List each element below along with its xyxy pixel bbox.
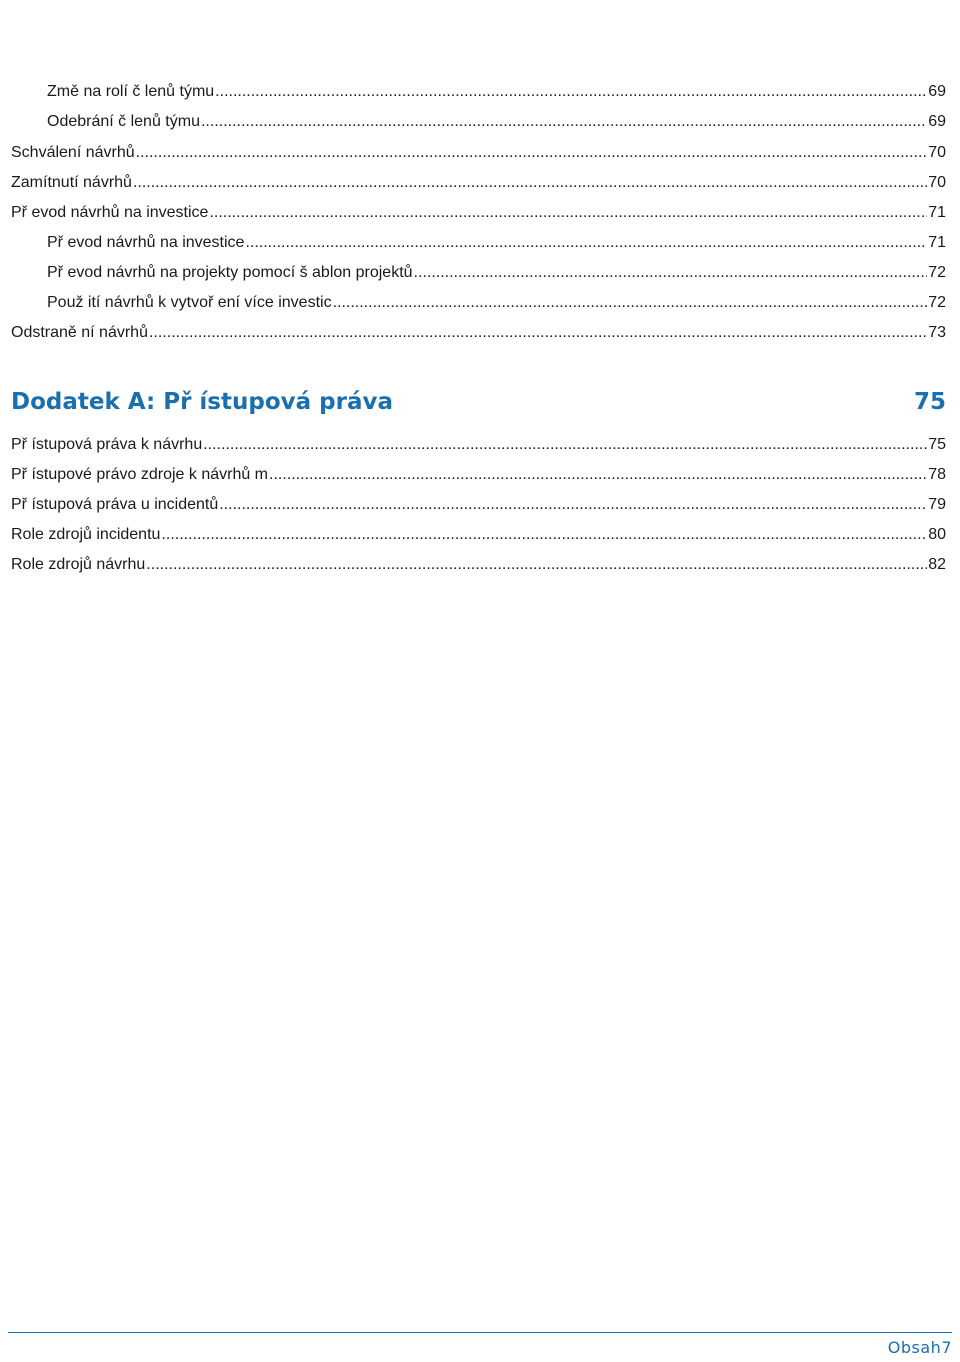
toc-leader-dots — [269, 463, 927, 487]
toc-entry[interactable] — [0, 493, 946, 517]
footer-page-label: Obsah7 — [887, 1338, 952, 1357]
toc-entry-page: 71 — [928, 234, 946, 251]
toc-leader-dots — [203, 433, 927, 457]
toc-entry-page: 70 — [928, 174, 946, 191]
toc-entry[interactable] — [0, 321, 946, 345]
toc-entry-title: Př ístupová práva u incidentů — [11, 496, 219, 513]
toc-chapter-heading[interactable] — [11, 385, 946, 419]
toc-entry[interactable] — [0, 110, 946, 134]
toc-leader-dots — [161, 523, 927, 547]
toc-entry[interactable] — [0, 171, 946, 195]
toc-entry-page: 82 — [928, 556, 946, 573]
toc-leader-dots — [219, 493, 927, 517]
toc-entry-title: Zamítnutí návrhů — [11, 174, 132, 191]
toc-entry[interactable] — [0, 523, 946, 547]
toc-leader-dots — [201, 110, 927, 134]
toc-leader-dots — [209, 201, 927, 225]
toc-leader-dots — [133, 171, 927, 195]
toc-entry-title: Role zdrojů incidentu — [11, 526, 161, 543]
toc-entry-title: Použ ití návrhů k vytvoř ení více investic — [47, 294, 332, 311]
toc-entry[interactable] — [0, 201, 946, 225]
toc-leader-dots — [146, 553, 927, 577]
toc-entry-title: Schválení návrhů — [11, 144, 135, 161]
toc-entry-title: Př evod návrhů na investice — [47, 234, 245, 251]
toc-entry-page: 75 — [928, 436, 946, 453]
chapter-page: 75 — [913, 389, 946, 415]
toc-entry[interactable] — [0, 141, 946, 165]
toc-entry-page: 78 — [928, 466, 946, 483]
toc-entry-page: 69 — [928, 113, 946, 130]
toc-leader-dots — [149, 321, 927, 345]
toc-entry-title: Role zdrojů návrhu — [11, 556, 146, 573]
toc-entry-title: Odebrání č lenů týmu — [47, 113, 200, 130]
toc-entry[interactable] — [0, 291, 946, 315]
toc-entry-page: 72 — [928, 264, 946, 281]
toc-entry-page: 69 — [928, 83, 946, 100]
toc-entry[interactable] — [0, 463, 946, 487]
toc-leader-dots — [333, 291, 928, 315]
toc-entry-page: 80 — [928, 526, 946, 543]
toc-entry-title: Př ístupové právo zdroje k návrhů m — [11, 466, 269, 483]
toc-entry-title: Změ na rolí č lenů týmu — [47, 83, 215, 100]
toc-entry[interactable] — [0, 553, 946, 577]
toc-entry[interactable] — [0, 433, 946, 457]
chapter-title: Dodatek A: Př ístupová práva — [11, 389, 393, 415]
toc-leader-dots — [136, 141, 928, 165]
toc-leader-dots — [215, 80, 927, 104]
toc-entry-title: Př evod návrhů na projekty pomocí š ablon projektů — [47, 264, 413, 281]
toc-leader-dots — [414, 261, 928, 285]
toc-entry-title: Odstraně ní návrhů — [11, 324, 148, 341]
toc-entry[interactable] — [0, 231, 946, 255]
toc-entry[interactable] — [0, 261, 946, 285]
toc-entry-page: 79 — [928, 496, 946, 513]
footer-divider — [8, 1332, 952, 1333]
toc-entry-title: Př evod návrhů na investice — [11, 204, 209, 221]
toc-entry-page: 72 — [928, 294, 946, 311]
toc-entry-page: 73 — [928, 324, 946, 341]
toc-entry-page: 70 — [928, 144, 946, 161]
toc-leader-dots — [245, 231, 927, 255]
toc-entry-title: Př ístupová práva k návrhu — [11, 436, 203, 453]
toc-entry-page: 71 — [928, 204, 946, 221]
toc-entry[interactable] — [0, 80, 946, 104]
